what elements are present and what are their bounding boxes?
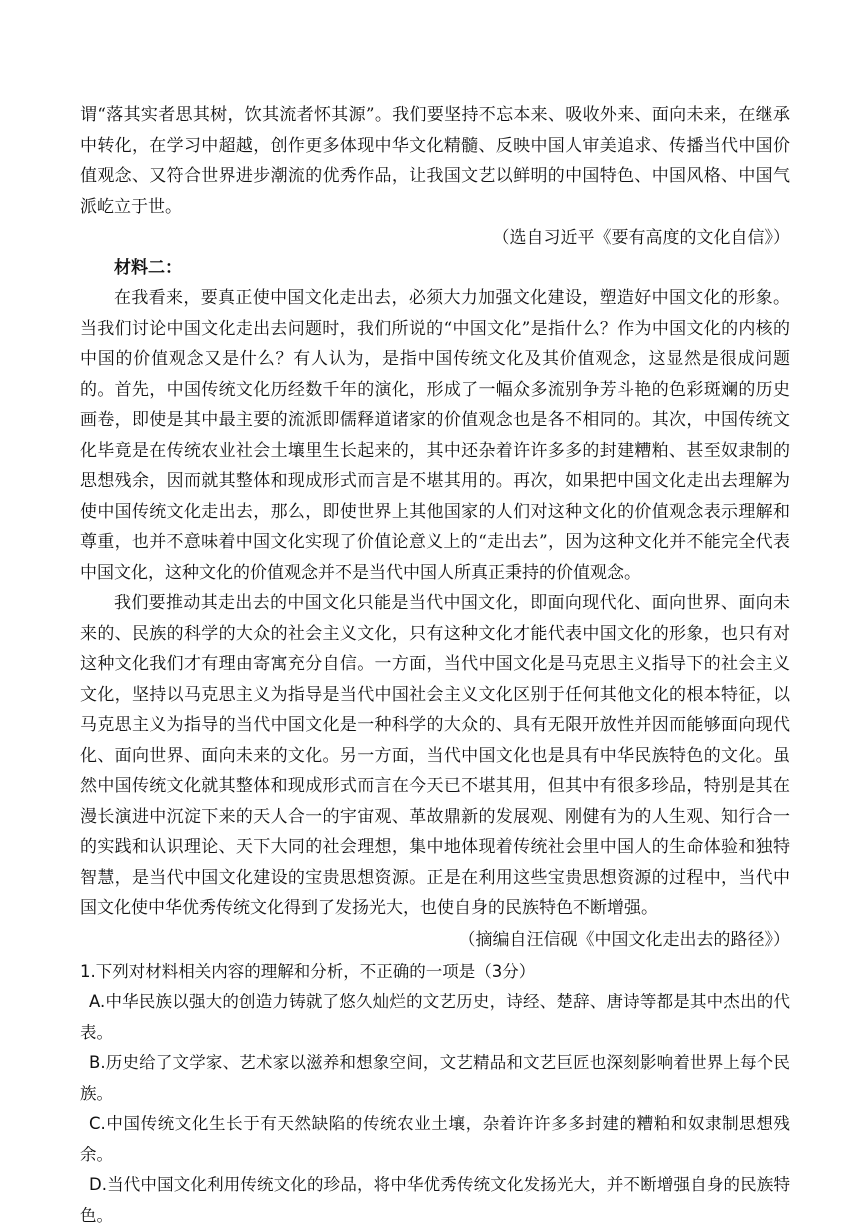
- option-b: B.历史给了文学家、艺术家以滋养和想象空间，文艺精品和文艺巨匠也深刻影响着世界上每个民族。: [80, 1053, 790, 1103]
- material-two-heading: 材料二：: [114, 258, 182, 278]
- document-page: [80, 100, 790, 1231]
- option-c: C.中国传统文化生长于有天然缺陷的传统农业土壤，杂着许许多多封建的糟粕和奴隶制思想残余。: [80, 1114, 790, 1164]
- question-stem: 1.下列对材料相关内容的理解和分析，不正确的一项是（3分）: [80, 961, 536, 981]
- material-two-paragraph-1: 在我看来，要真正使中国文化走出去，必须大力加强文化建设，塑造好中国文化的形象。当我们讨论中国文化走出去问题时，我们所说的“中国文化”是指什么？作为中国文化的内核的中国的价值观念又是什么？有人认为，是指中国传统文化及其价值观念，这显然是很成问题的。首先，中国传统文化历经数千年的演化，形成了一幅众多流别争芳斗艳的色彩斑斓的历史画卷，即使是其中最主要的流派即儒释道诸家的价值观念也是各不相同的。其次，中国传统文化毕竟是在传统农业社会土壤里生长起来的，其中还杂着许许多多的封建糟粕、甚至奴隶制的思想残余，因而就其整体和现成形式而言是不堪其用的。再次，如果把中国文化走出去理解为使中国传统文化走出去，那么，即使世界上其他国家的人们对这种文化的价值观念表示理解和尊重，也并不意味着中国文化实现了价值论意义上的“走出去”，因为这种文化并不能完全代表中国文化，这种文化的价值观念并不是当代中国人所真正秉持的价值观念。: [80, 288, 790, 583]
- material-two-paragraph-2: 我们要推动其走出去的中国文化只能是当代中国文化，即面向现代化、面向世界、面向未来的、民族的科学的大众的社会主义文化，只有这种文化才能代表中国文化的形象，也只有对这种文化我们才有理由寄寓充分自信。一方面，当代中国文化是马克思主义指导下的社会主义文化，坚持以马克思主义为指导是当代中国社会主义文化区别于任何其他文化的根本特征，以马克思主义为指导的当代中国文化是一种科学的大众的、具有无限开放性并因而能够面向现代化、面向世界、面向未来的文化。另一方面，当代中国文化也是具有中华民族特色的文化。虽然中国传统文化就其整体和现成形式而言在今天已不堪其用，但其中有很多珍品，特别是其在漫长演进中沉淀下来的天人合一的宇宙观、革故鼎新的发展观、刚健有为的人生观、知行合一的实践和认识理论、天下大同的社会理想，集中地体现着传统社会里中国人的生命体验和独特智慧，是当代中国文化建设的宝贵思想资源。正是在利用这些宝贵思想资源的过程中，当代中国文化使中华优秀传统文化得到了发扬光大，也使自身的民族特色不断增强。: [80, 593, 790, 918]
- option-a: A.中华民族以强大的创造力铸就了悠久灿烂的文艺历史，诗经、楚辞、唐诗等都是其中杰出的代表。: [80, 992, 790, 1042]
- material-one-closing-paragraph: 谓“落其实者思其树，饮其流者怀其源”。我们要坚持不忘本来、吸收外来、面向未来，在继承中转化，在学习中超越，创作更多体现中华文化精髓、反映中国人审美追求、传播当代中国价值观念、又符合世界进步潮流的优秀作品，让我国文艺以鲜明的中国特色、中国风格、中国气派屹立于世。: [80, 105, 790, 217]
- material-two-source: （摘编自汪信砚《中国文化走出去的路径》）: [458, 929, 790, 950]
- material-one-source: （选自习近平《要有高度的文化自信》）: [492, 228, 790, 248]
- option-d: D.当代中国文化利用传统文化的珍品，将中华优秀传统文化发扬光大，并不断增强自身的民族特色。: [80, 1175, 790, 1225]
